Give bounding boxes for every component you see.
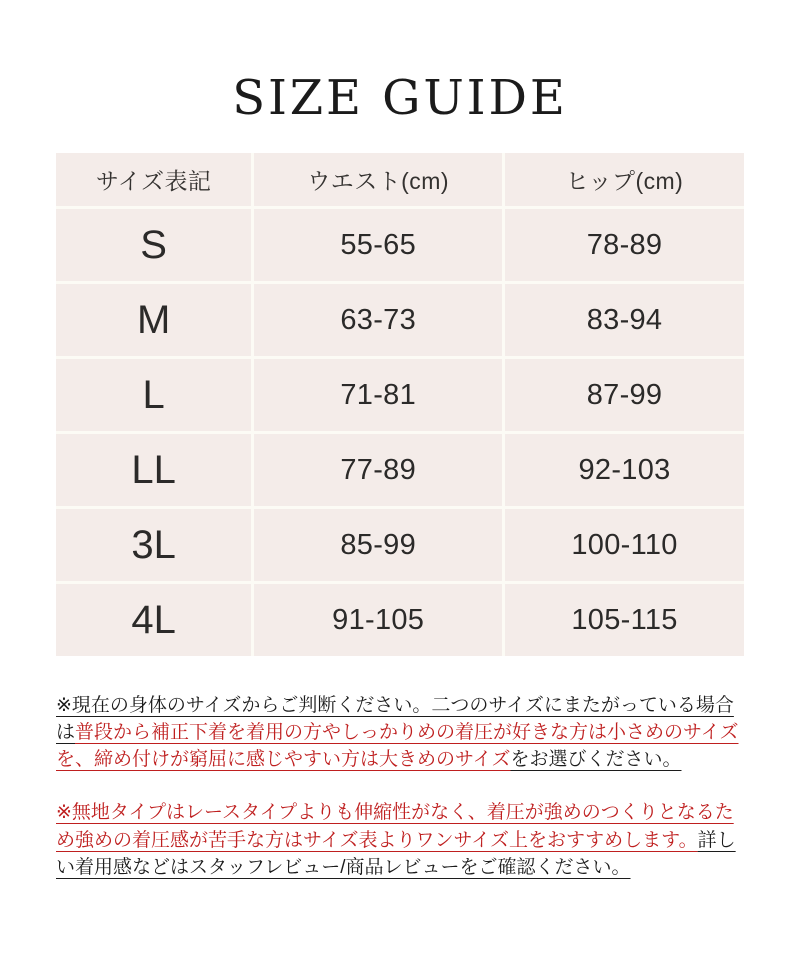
size-cell-l: L [56,359,251,431]
waist-cell-l: 71-81 [254,359,502,431]
note-plain-type-compression [56,799,744,880]
size-cell-ll: LL [56,434,251,506]
note2-segment-red: ※無地タイプはレースタイプよりも伸縮性がなく、着圧が強めのつくりとなるため強めの着圧感が苦手な方はサイズ表よりワンサイズ上をおすすめします。 [56,802,734,851]
waist-cell-s: 55-65 [254,209,502,281]
size-cell-4l: 4L [56,584,251,656]
note-size-selection [56,692,744,773]
waist-cell-3l: 85-99 [254,509,502,581]
size-cell-3l: 3L [56,509,251,581]
waist-cell-ll: 77-89 [254,434,502,506]
note1-segment-red: 普段から補正下着を着用の方やしっかりめの着圧が好きな方は小さめのサイズを、締め付けが窮屈に感じやすい方は大きめのサイズ [56,722,739,771]
note1-segment-black-1: ※現在の身体のサイズからご判断ください。二つのサイズにまたがっている場合は [56,695,734,744]
hip-cell-4l: 105-115 [505,584,744,656]
column-header-waist: ウエスト(cm) [254,153,502,206]
footnotes [56,692,744,881]
hip-cell-ll: 92-103 [505,434,744,506]
hip-cell-3l: 100-110 [505,509,744,581]
column-header-size-label: サイズ表記 [56,153,251,206]
size-cell-s: S [56,209,251,281]
hip-cell-s: 78-89 [505,209,744,281]
column-header-hip: ヒップ(cm) [505,153,744,206]
page-title: SIZE GUIDE [232,70,568,126]
note1-segment-black-2: をお選びください。 [510,749,682,771]
hip-cell-m: 83-94 [505,284,744,356]
hip-cell-l: 87-99 [505,359,744,431]
note2-segment-black: 詳しい着用感などはスタッフレビュー/商品レビューをご確認ください。 [56,829,736,878]
waist-cell-4l: 91-105 [254,584,502,656]
waist-cell-m: 63-73 [254,284,502,356]
size-table [56,153,744,656]
size-cell-m: M [56,284,251,356]
